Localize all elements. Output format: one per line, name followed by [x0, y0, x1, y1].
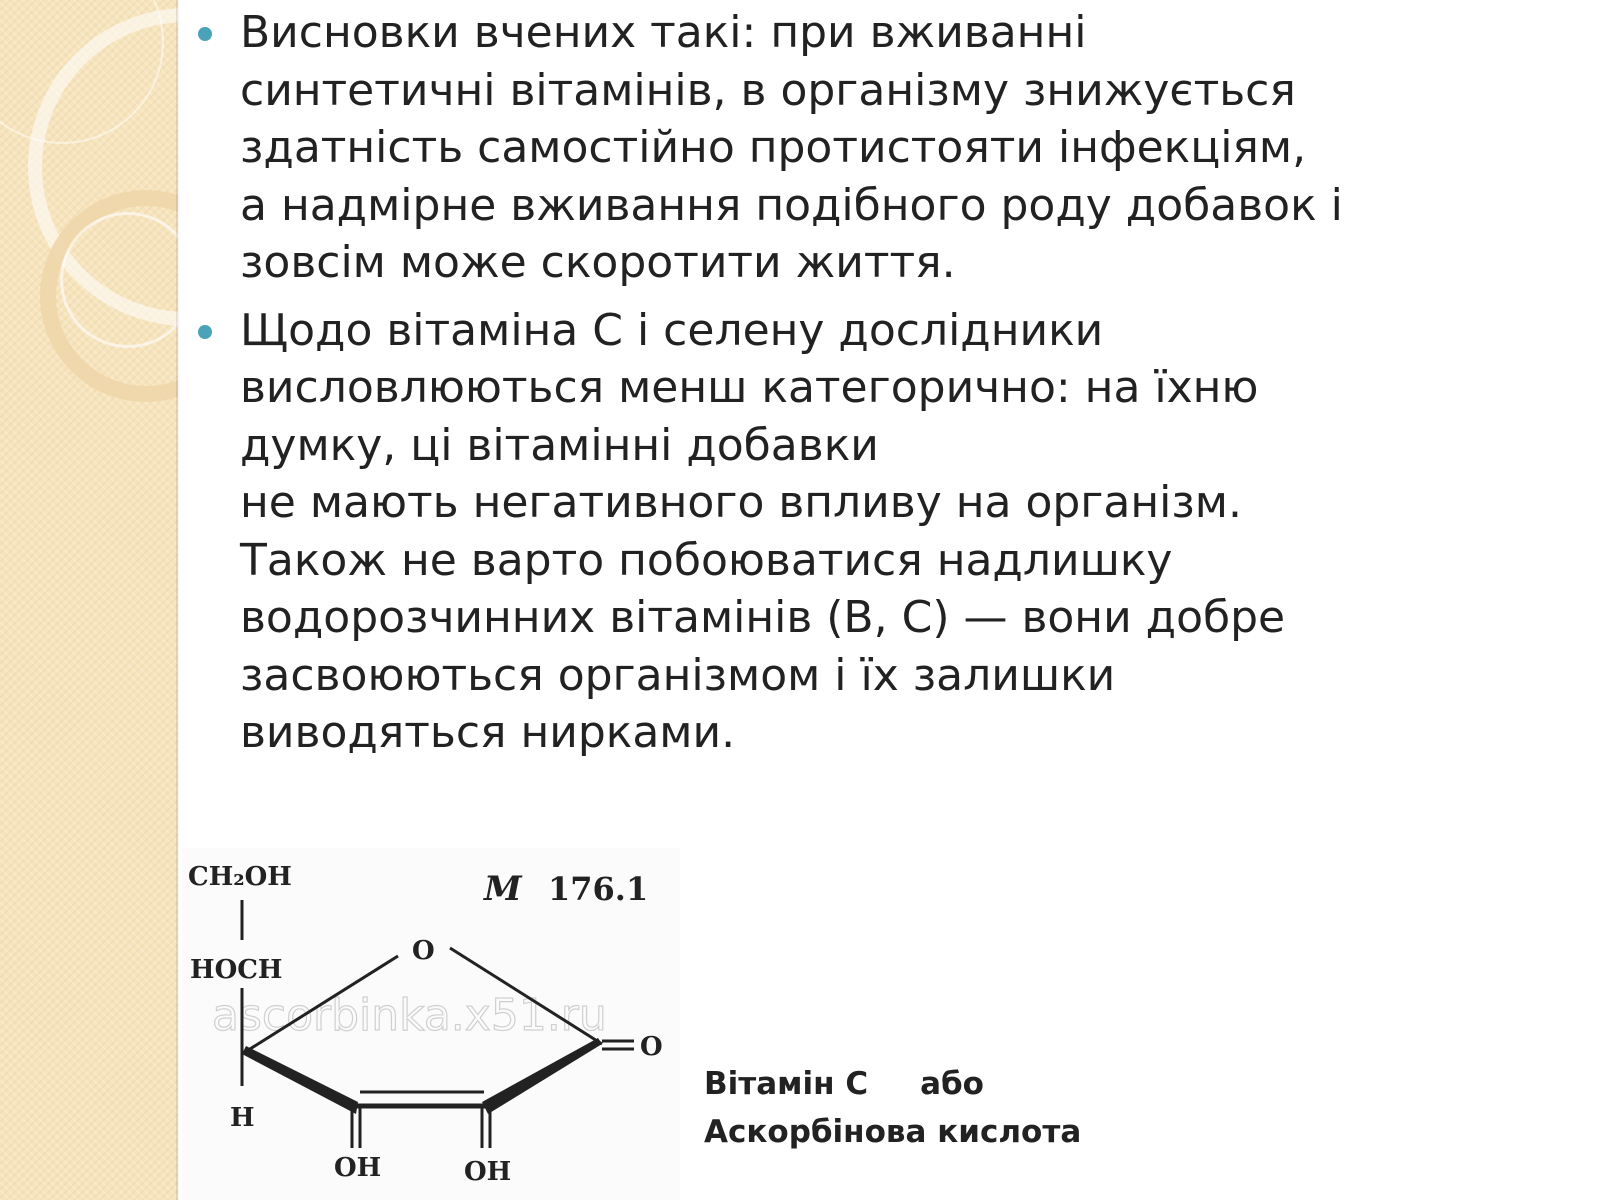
wedge-bond [242, 1046, 358, 1114]
carbonyl-oxygen-label: O [640, 1032, 663, 1062]
hydrogen-label: H [230, 1103, 255, 1133]
bullet-item-conclusions [190, 4, 1590, 292]
bullet-list [190, 4, 1590, 762]
formula-ch2oh-label: CH₂OH [188, 862, 292, 892]
decorative-side-panel [0, 0, 178, 1200]
bullet-item-vitamin-c-selenium [190, 302, 1590, 762]
bullet-line: виводяться нирками. [240, 707, 736, 758]
molar-mass-value: 176.1 [548, 870, 649, 908]
slide-content [190, 4, 1590, 772]
bullet-line: здатність самостійно протистояти інфекціям, [240, 122, 1307, 173]
ascorbic-acid-structure-figure [182, 848, 680, 1200]
caption-line-1 [704, 1060, 1081, 1108]
side-panel-edge [176, 0, 180, 1200]
hydroxyl-right-label: OH [464, 1157, 512, 1187]
bullet-line: засвоюються організмом і їх залишки [240, 649, 1116, 701]
bullet-line: Щодо вітаміна С і селену дослідники [240, 304, 1104, 356]
bullet-dot-icon [198, 325, 212, 339]
ring-oxygen-label: O [412, 936, 435, 966]
caption-or-word: або [920, 1066, 984, 1102]
bullet-line: синтетичні вітамінів, в організму знижується [240, 64, 1296, 116]
watermark-text: ascorbinka.x51.ru [212, 990, 607, 1041]
bullet-line: Висновки вчених такі: при вживанні [240, 7, 1087, 58]
structural-formula-svg [182, 848, 680, 1200]
bullet-line: а надмірне вживання подібного роду добавок і [240, 179, 1343, 231]
molar-mass-symbol: M [484, 869, 522, 909]
bullet-line: висловлюються менш категорично: на їхню [240, 362, 1259, 413]
bullet-line: Також не варто побоюватися надлишку [240, 534, 1173, 586]
bullet-line: зовсім може скоротити життя. [240, 237, 956, 288]
bullet-line: не мають негативного впливу на організм. [240, 477, 1242, 528]
figure-caption [704, 1060, 1081, 1156]
caption-vitamin-name: Вітамін С [704, 1066, 869, 1102]
bullet-line: думку, ці вітамінні добавки [240, 419, 879, 471]
wedge-bond [482, 1038, 602, 1114]
hydroxyl-left-label: OH [334, 1153, 382, 1183]
bullet-dot-icon [198, 27, 212, 41]
bullet-line: водорозчинних вітамінів (В, С) — вони добре [240, 592, 1286, 643]
formula-hoch-label: HOCH [190, 955, 283, 985]
caption-alt-name: Аскорбінова кислота [704, 1114, 1082, 1150]
